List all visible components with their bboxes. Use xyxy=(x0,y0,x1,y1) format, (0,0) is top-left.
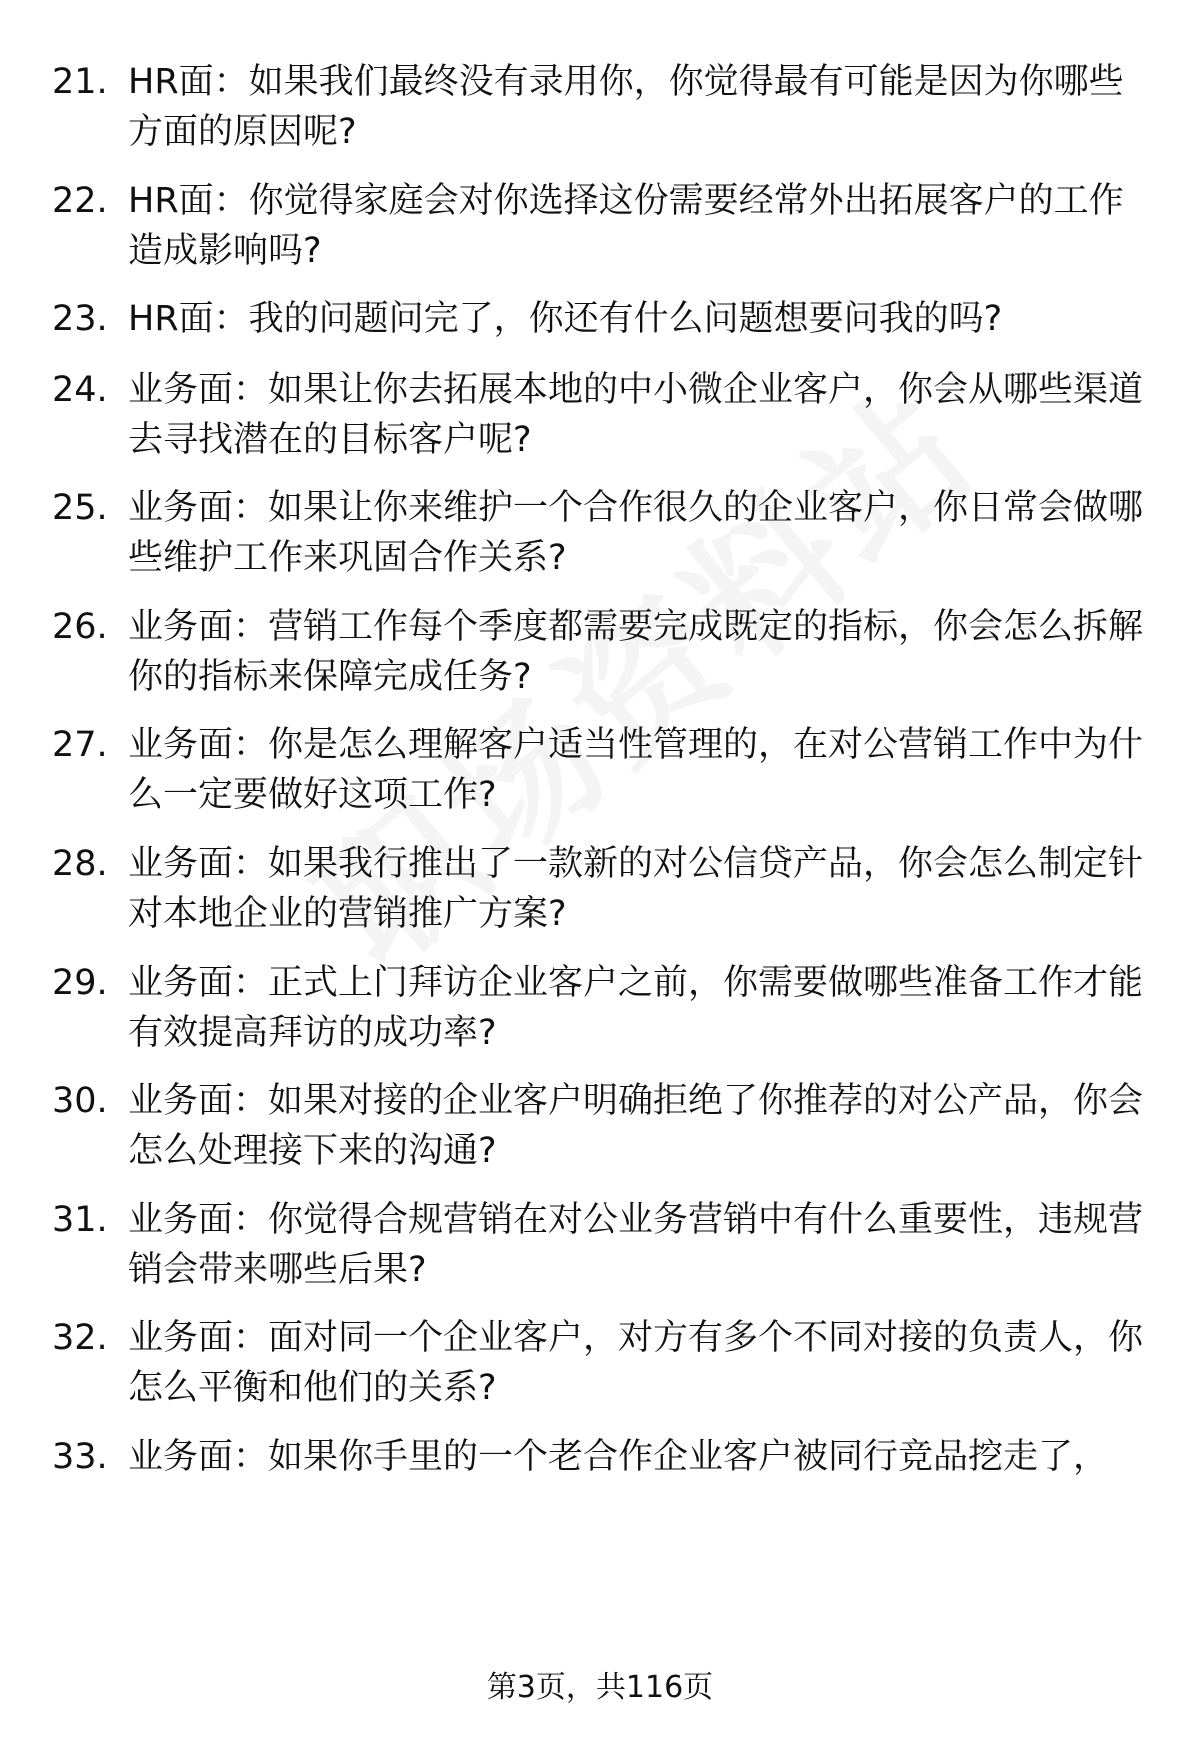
question-text: HR面：你觉得家庭会对你选择这份需要经常外出拓展客户的工作造成影响吗? xyxy=(128,181,1124,271)
page-indicator: 第3页，共116页 xyxy=(486,1670,714,1705)
question-number: 29. xyxy=(52,963,108,1003)
question-item xyxy=(0,176,1200,296)
question-number: 24. xyxy=(52,370,108,410)
question-text: 业务面：营销工作每个季度都需要完成既定的指标，你会怎么拆解你的指标来保障完成任务? xyxy=(128,607,1144,697)
question-number: 21. xyxy=(52,62,108,102)
question-text: 业务面：如果对接的企业客户明确拒绝了你推荐的对公产品，你会怎么处理接下来的沟通? xyxy=(128,1081,1144,1171)
question-number: 32. xyxy=(52,1318,108,1358)
question-number: 26. xyxy=(52,607,108,647)
question-item xyxy=(0,1313,1200,1433)
question-text: 业务面：如果你手里的一个老合作企业客户被同行竞品挖走了， xyxy=(128,1437,1109,1477)
question-text: 业务面：面对同一个企业客户，对方有多个不同对接的负责人，你怎么平衡和他们的关系? xyxy=(128,1318,1144,1408)
question-item xyxy=(0,602,1200,722)
question-text: 业务面：如果让你来维护一个合作很久的企业客户，你日常会做哪些维护工作来巩固合作关系? xyxy=(128,488,1144,578)
question-number: 31. xyxy=(52,1200,108,1240)
question-item xyxy=(0,365,1200,485)
question-text: 业务面：如果让你去拓展本地的中小微企业客户，你会从哪些渠道去寻找潜在的目标客户呢? xyxy=(128,370,1144,460)
question-number: 25. xyxy=(52,488,108,528)
question-number: 22. xyxy=(52,181,108,221)
question-number: 27. xyxy=(52,725,108,765)
question-item xyxy=(0,839,1200,959)
question-text: HR面：如果我们最终没有录用你，你觉得最有可能是因为你哪些方面的原因呢? xyxy=(128,62,1124,152)
question-item xyxy=(0,57,1200,177)
question-item xyxy=(0,483,1200,603)
question-item xyxy=(0,720,1200,840)
question-text: 业务面：正式上门拜访企业客户之前，你需要做哪些准备工作才能有效提高拜访的成功率? xyxy=(128,963,1144,1053)
question-text: 业务面：你是怎么理解客户适当性管理的，在对公营销工作中为什么一定要做好这项工作? xyxy=(128,725,1144,815)
question-text: 业务面：你觉得合规营销在对公业务营销中有什么重要性，违规营销会带来哪些后果? xyxy=(128,1200,1144,1290)
question-item xyxy=(0,1076,1200,1196)
question-number: 23. xyxy=(52,299,108,339)
question-number: 33. xyxy=(52,1437,108,1477)
question-item xyxy=(0,1195,1200,1315)
question-item xyxy=(0,958,1200,1078)
question-number: 30. xyxy=(52,1081,108,1121)
question-text: 业务面：如果我行推出了一款新的对公信贷产品，你会怎么制定针对本地企业的营销推广方案? xyxy=(128,844,1144,934)
question-number: 28. xyxy=(52,844,108,884)
question-item xyxy=(0,1432,1200,1492)
question-text: HR面：我的问题问完了，你还有什么问题想要问我的吗? xyxy=(128,299,1003,339)
